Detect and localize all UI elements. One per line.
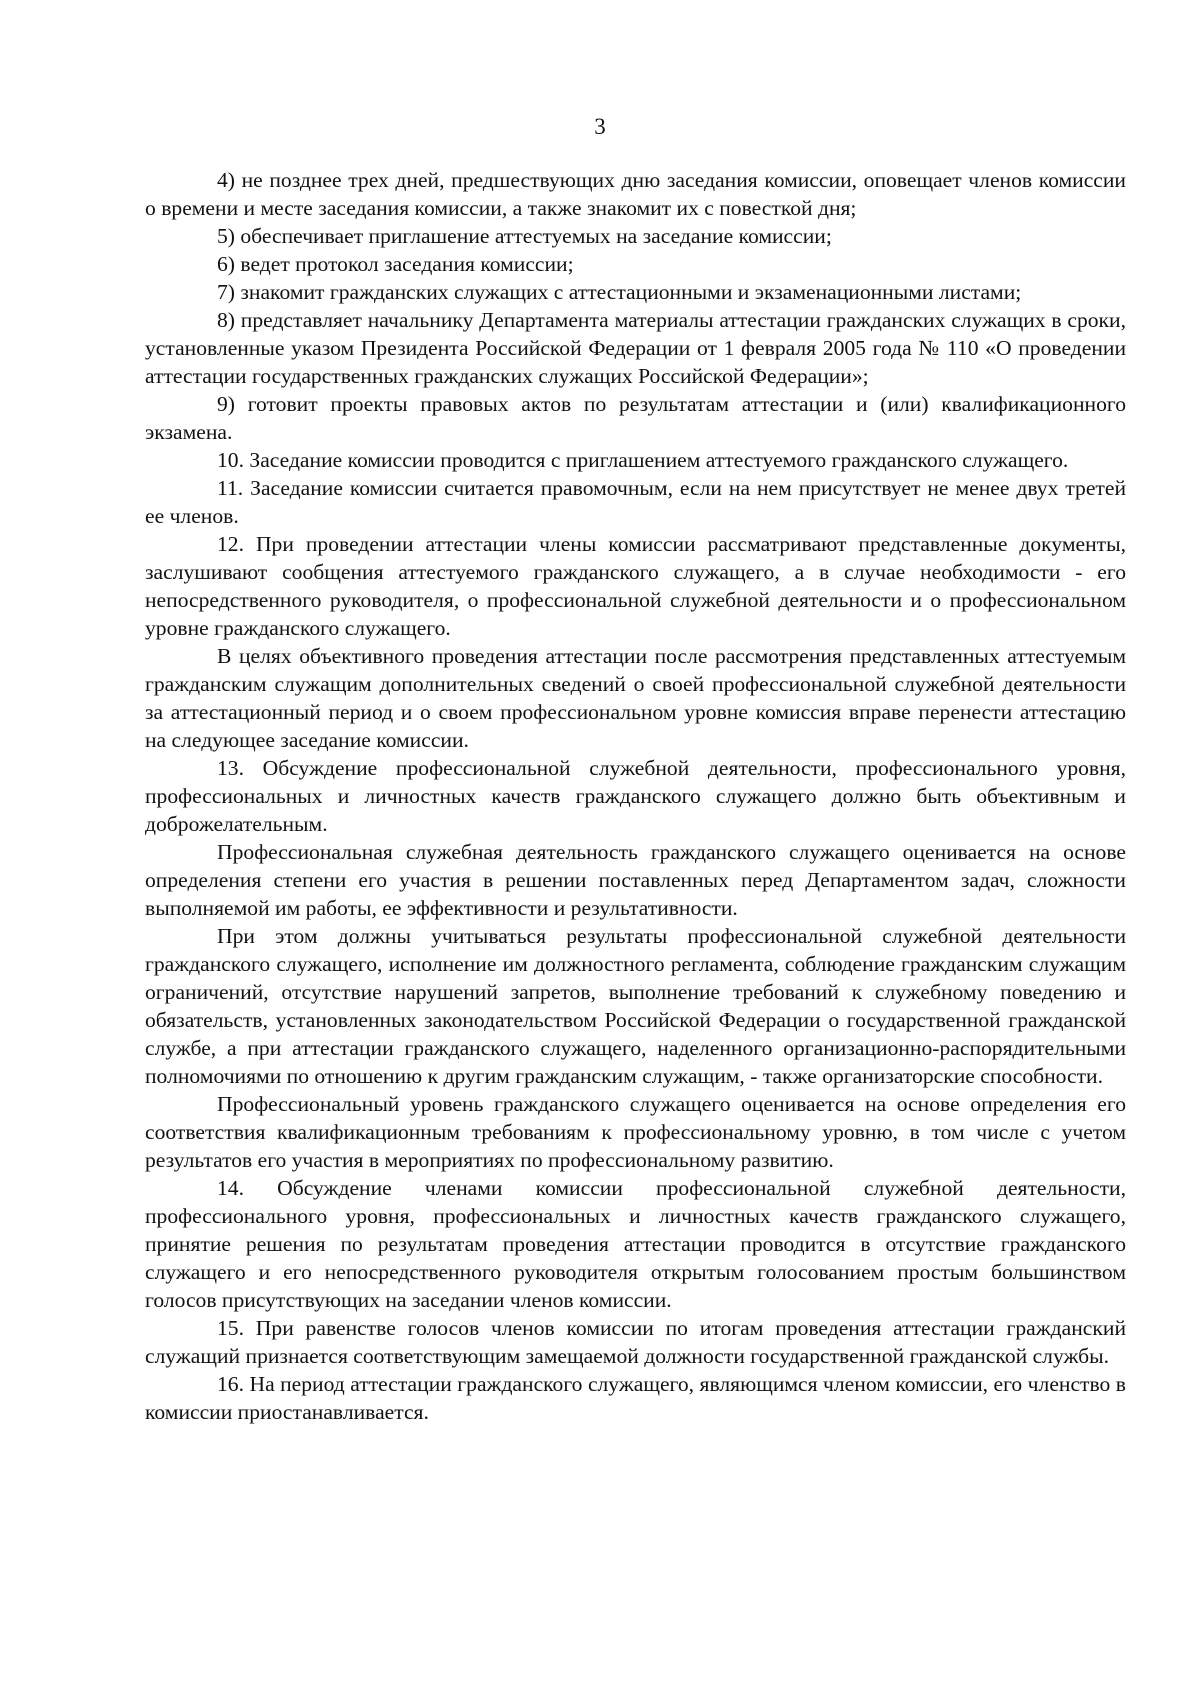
paragraph-clause-11: 11. Заседание комиссии считается правомочным, если на нем присутствует не менее двух третей ее членов. <box>145 476 1126 528</box>
paragraph-item-4: 4) не позднее трех дней, предшествующих дню заседания комиссии, оповещает членов комиссии о времени и месте заседания комиссии, а также знакомит их с повесткой дня; <box>145 168 1126 220</box>
paragraph-clause-15: 15. При равенстве голосов членов комиссии по итогам проведения аттестации гражданский служащий признается соответствующим замещаемой должности государственной гражданской службы. <box>145 1316 1126 1368</box>
paragraph-clause-12-continuation: В целях объективного проведения аттестации после рассмотрения представленных аттестуемым гражданским служащим дополнительных сведений о своей профессиональной служебной деятельности за аттестационный период и о своем профессиональном уровне комиссия вправе перенести аттестацию на следующее заседание комиссии. <box>145 644 1126 752</box>
paragraph-item-7: 7) знакомит гражданских служащих с аттестационными и экзаменационными листами; <box>217 280 1022 304</box>
paragraph-clause-14: 14. Обсуждение членами комиссии профессиональной служебной деятельности, профессионального уровня, профессиональных и личностных качеств гражданского служащего, принятие решения по результатам проведения аттестации проводится в отсутствие гражданского служащего и его непосредственного руководителя открытым голосованием простым большинством голосов присутствующих на заседании членов комиссии. <box>145 1176 1126 1312</box>
paragraph-clause-12: 12. При проведении аттестации члены комиссии рассматривают представленные документы, заслушивают сообщения аттестуемого гражданского служащего, а в случае необходимости - его непосредственного руководителя, о профессиональной служебной деятельности и о профессиональном уровне гражданского служащего. <box>145 532 1126 640</box>
paragraph-clause-13-level: Профессиональный уровень гражданского служащего оценивается на основе определения его соответствия квалификационным требованиям к профессиональному уровню, в том числе с учетом результатов его участия в мероприятиях по профессиональному развитию. <box>145 1092 1126 1172</box>
paragraph-item-8: 8) представляет начальнику Департамента материалы аттестации гражданских служащих в сроки, установленные указом Президента Российской Федерации от 1 февраля 2005 года № 110 «О проведении аттестации государственных гражданских служащих Российской Федерации»; <box>145 308 1126 388</box>
paragraph-clause-13-activity: Профессиональная служебная деятельность гражданского служащего оценивается на основе определения степени его участия в решении поставленных перед Департаментом задач, сложности выполняемой им работы, ее эффективности и результативности. <box>145 840 1126 920</box>
page-number: 3 <box>594 114 606 139</box>
paragraph-clause-16: 16. На период аттестации гражданского служащего, являющимся членом комиссии, его членство в комиссии приостанавливается. <box>145 1372 1126 1424</box>
paragraph-clause-13: 13. Обсуждение профессиональной служебной деятельности, профессионального уровня, профессиональных и личностных качеств гражданского служащего должно быть объективным и доброжелательным. <box>145 756 1126 836</box>
paragraph-clause-13-criteria: При этом должны учитываться результаты профессиональной служебной деятельности гражданского служащего, исполнение им должностного регламента, соблюдение гражданским служащим ограничений, отсутствие нарушений запретов, выполнение требований к служебному поведению и обязательств, установленных законодательством Российской Федерации о государственной гражданской службе, а при аттестации гражданского служащего, наделенного организационно-распорядительными полномочиями по отношению к другим гражданским служащим, - также организаторские способности. <box>145 924 1126 1088</box>
document-body <box>145 166 1126 1426</box>
paragraph-item-9: 9) готовит проекты правовых актов по результатам аттестации и (или) квалификационного экзамена. <box>145 392 1126 444</box>
paragraph-clause-10: 10. Заседание комиссии проводится с приглашением аттестуемого гражданского служащего. <box>217 448 1069 472</box>
paragraph-item-6: 6) ведет протокол заседания комиссии; <box>217 252 574 276</box>
paragraph-item-5: 5) обеспечивает приглашение аттестуемых на заседание комиссии; <box>217 224 832 248</box>
